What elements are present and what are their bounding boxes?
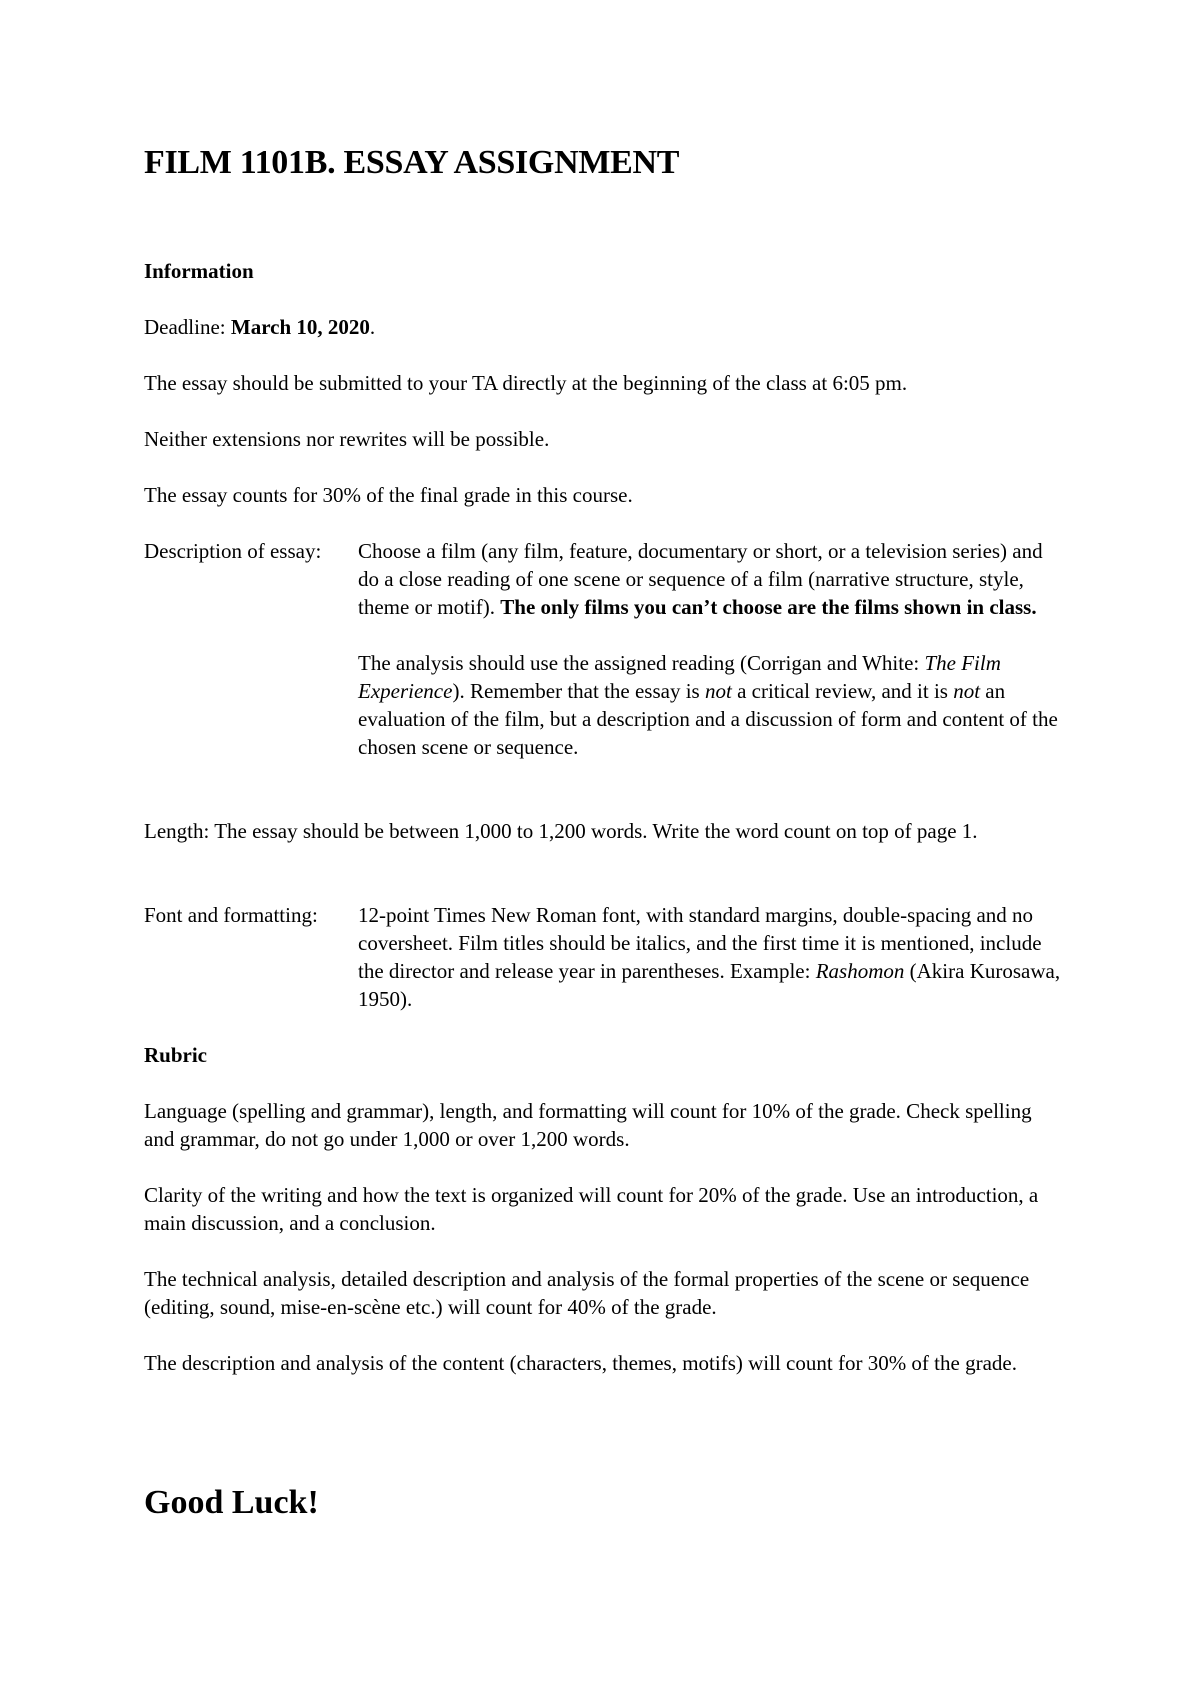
- deadline-value: March 10, 2020: [230, 315, 370, 339]
- formatting-label: Font and formatting:: [144, 903, 318, 927]
- document-title: FILM 1101B. ESSAY ASSIGNMENT: [144, 144, 680, 181]
- description-paragraph-1: [358, 537, 1064, 621]
- deadline-line: [144, 313, 1064, 341]
- deadline-label: Deadline:: [144, 315, 231, 339]
- rubric-item: Language (spelling and grammar), length, and formatting will count for 10% of the grade. Check spelling and grammar, do not go under 1,000 or over 1,200 words.: [144, 1099, 1032, 1151]
- deadline-end: .: [369, 315, 376, 339]
- formatting-text-a: 12-point Times New Roman font, with standard margins, double-spacing and no coversheet. Film titles should be italics, and the first time it is mentioned, include the director and release year in parentheses. Example:: [358, 903, 1042, 983]
- description-label: Description of essay:: [144, 539, 322, 563]
- emphasis-not-2: not: [953, 679, 981, 703]
- information-heading: Information: [144, 259, 254, 283]
- description-body: [358, 537, 1064, 761]
- rubric-item: Clarity of the writing and how the text is organized will count for 20% of the grade. Use an introduction, a main discussion, and a conclusion.: [144, 1183, 1039, 1235]
- analysis-text-a: The analysis should use the assigned reading (Corrigan and White:: [358, 651, 925, 675]
- description-restriction: The only films you can’t choose are the films shown in class.: [500, 595, 1037, 619]
- formatting-paragraph: [358, 901, 1064, 1013]
- description-paragraph-2: [358, 649, 1064, 761]
- no-extensions-text: Neither extensions nor rewrites will be possible.: [144, 427, 550, 451]
- submission-text: The essay should be submitted to your TA directly at the beginning of the class at 6:05 pm.: [144, 371, 908, 395]
- analysis-text-c: a critical review, and it is: [731, 679, 954, 703]
- analysis-text-d: an evaluation of the film, but a description and a discussion of form and content of the chosen scene or sequence.: [358, 679, 1058, 759]
- rubric-heading: Rubric: [144, 1043, 207, 1067]
- analysis-text-b: ). Remember that the essay is: [452, 679, 705, 703]
- description-text: Choose a film (any film, feature, documentary or short, or a television series) and do a close reading of one scene or sequence of a film (narrative structure, style, theme or motif).: [358, 539, 1043, 619]
- closing-message: Good Luck!: [144, 1484, 319, 1521]
- formatting-body: [358, 901, 1064, 1013]
- length-text: Length: The essay should be between 1,000 to 1,200 words. Write the word count on top of page 1.: [144, 819, 978, 843]
- grade-weight-text: The essay counts for 30% of the final grade in this course.: [144, 483, 633, 507]
- rubric-item: The technical analysis, detailed description and analysis of the formal properties of the scene or sequence (editing, sound, mise-en-scène etc.) will count for 40% of the grade.: [144, 1267, 1030, 1319]
- emphasis-not-1: not: [704, 679, 732, 703]
- example-film-title: Rashomon: [815, 959, 905, 983]
- rubric-item: The description and analysis of the content (characters, themes, motifs) will count for 30% of the grade.: [144, 1351, 1017, 1375]
- book-title: The Film Experience: [358, 651, 1001, 703]
- formatting-text-b: (Akira Kurosawa, 1950).: [358, 959, 1061, 1011]
